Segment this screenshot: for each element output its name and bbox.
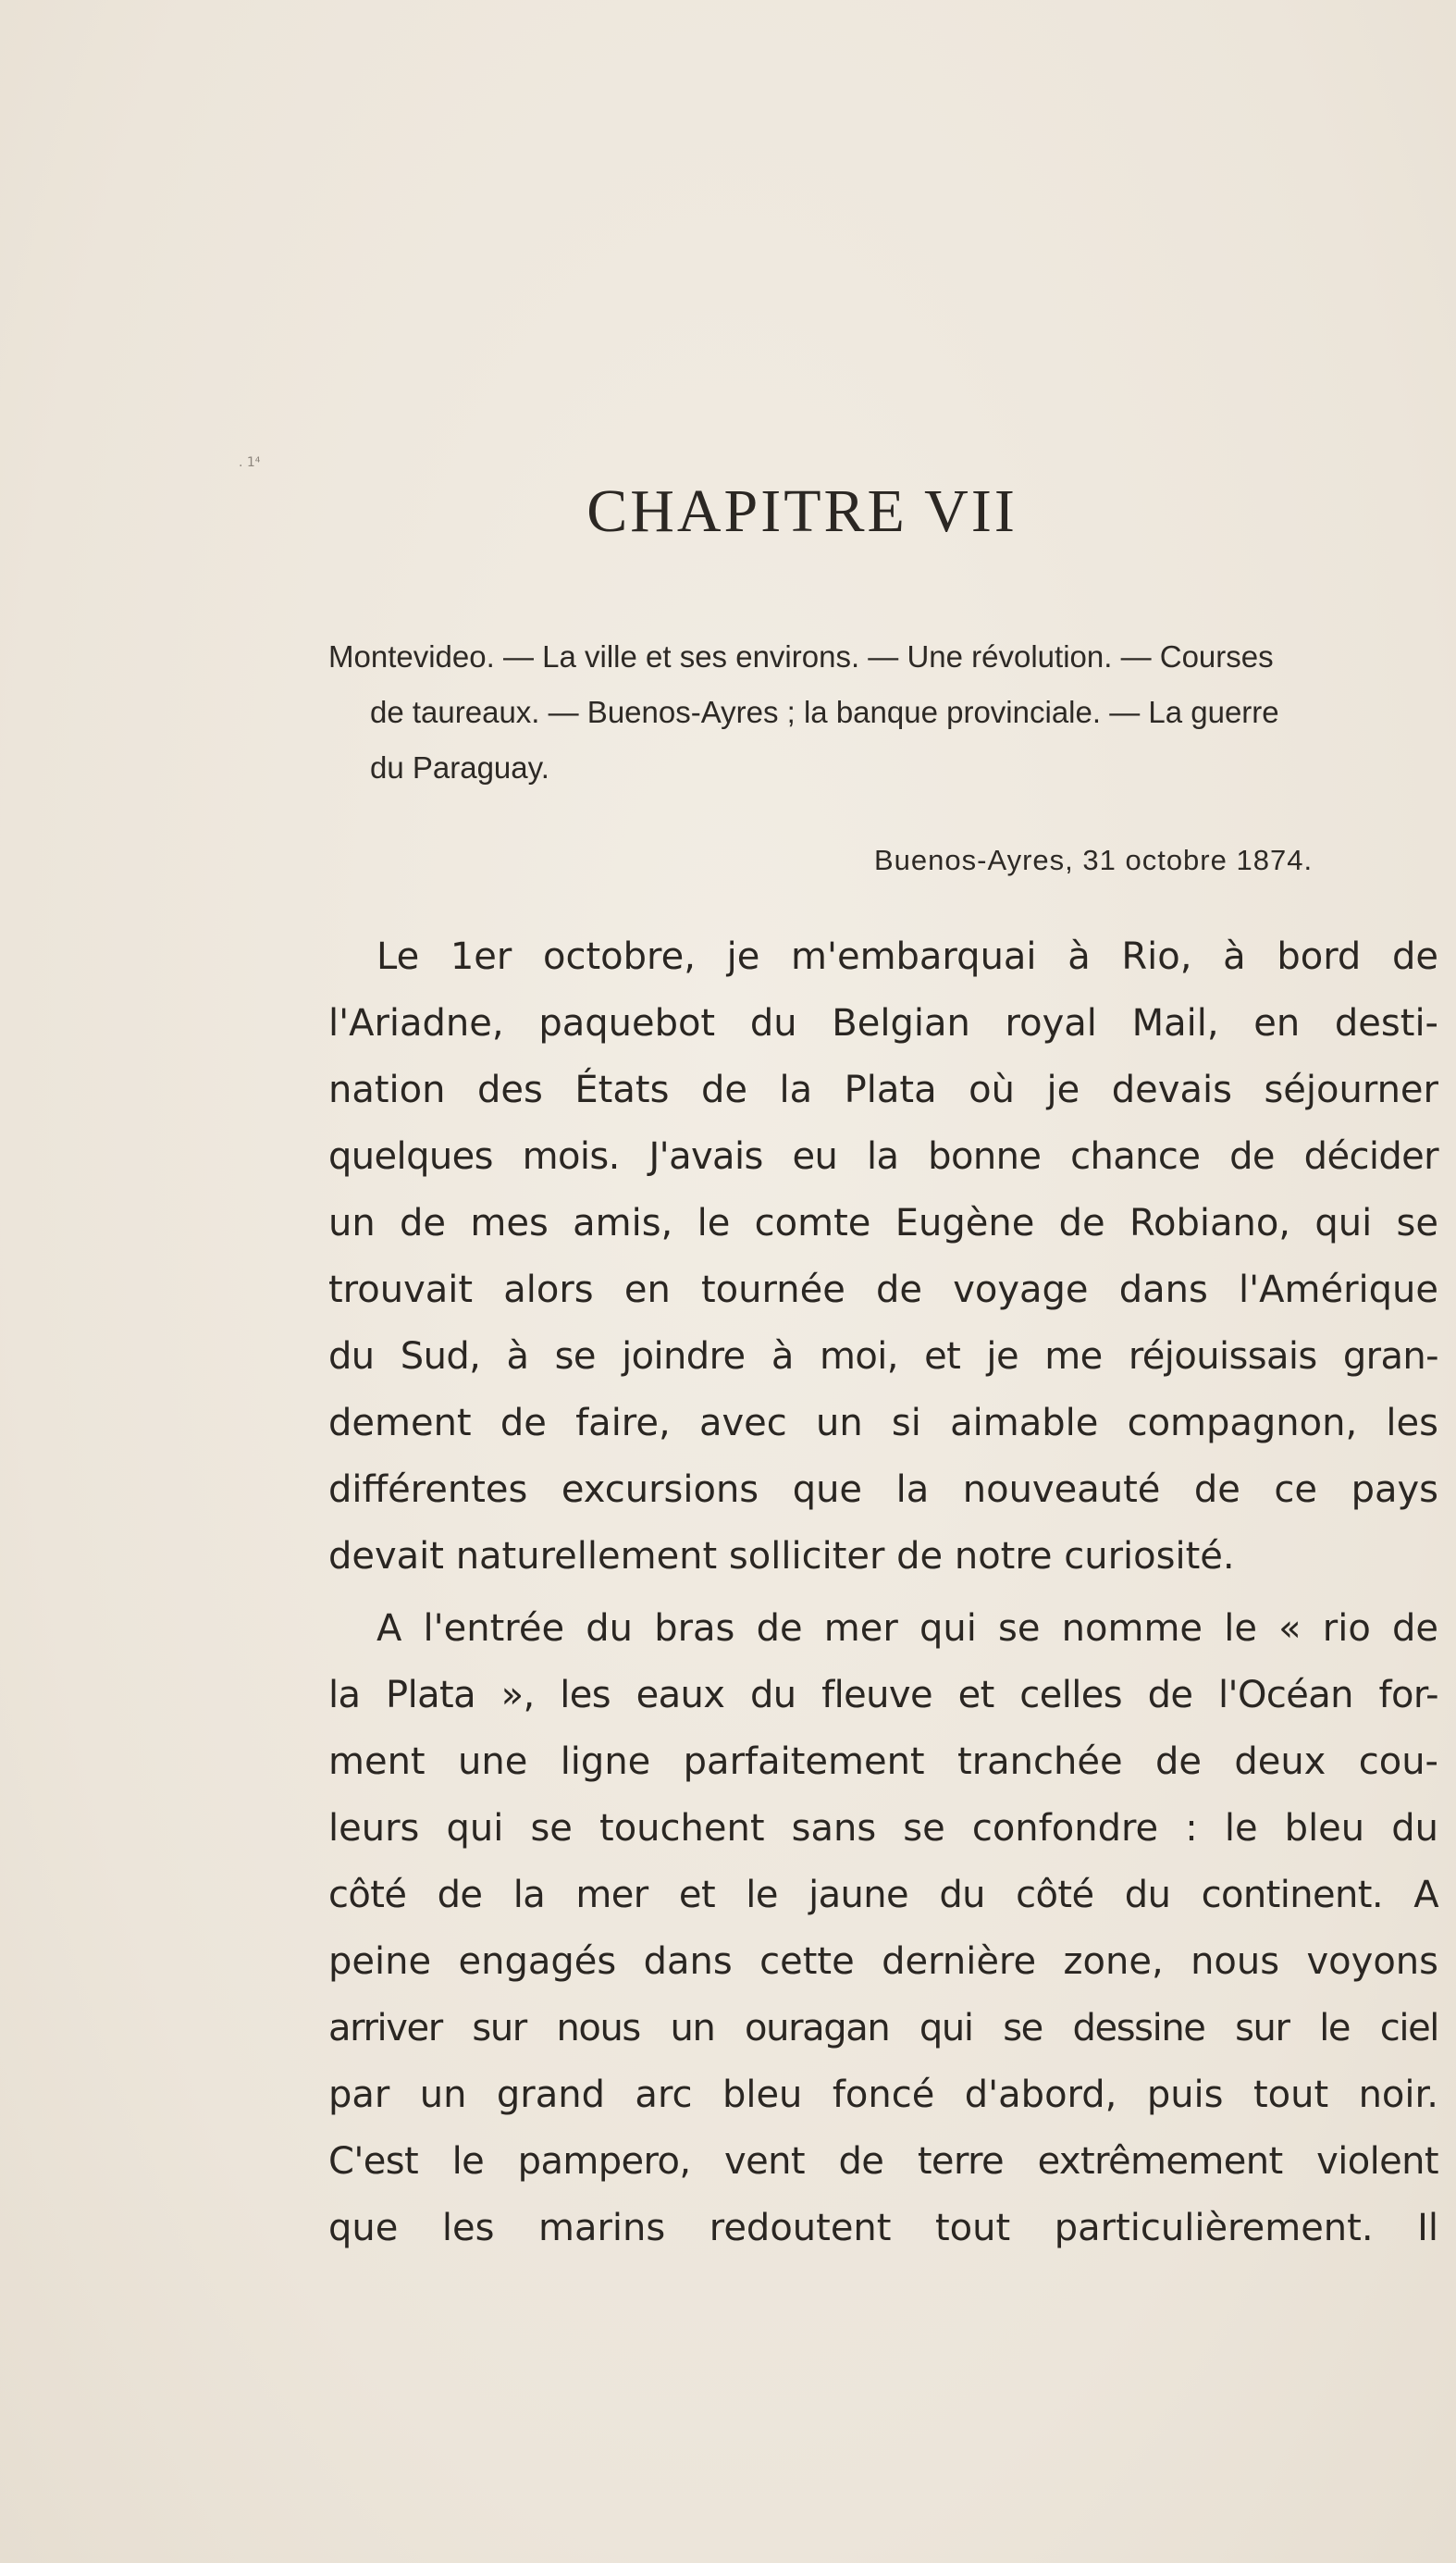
- text-line: du Sud, à se joindre à moi, et je me réjouissais gran-: [328, 1335, 1438, 1378]
- text-line: C'est le pampero, vent de terre extrêmement violent: [328, 2140, 1438, 2183]
- text-line: différentes excursions que la nouveauté de ce pays: [328, 1468, 1438, 1511]
- text-line: arriver sur nous un ouragan qui se dessine sur le ciel: [328, 2007, 1438, 2049]
- text-line: devait naturellement solliciter de notre curiosité.: [328, 1535, 1235, 1578]
- text-line: côté de la mer et le jaune du côté du continent. A: [328, 1874, 1438, 1916]
- summary-line: Montevideo. — La ville et ses environs. — Une révolution. — Courses: [328, 639, 1274, 674]
- text-line: dement de faire, avec un si aimable compagnon, les: [328, 1402, 1438, 1444]
- text-line: que les marins redoutent tout particulièrement. Il: [328, 2207, 1438, 2249]
- text-line: leurs qui se touchent sans se confondre : le bleu du: [328, 1807, 1438, 1850]
- text-line: un de mes amis, le comte Eugène de Robiano, qui se: [328, 1202, 1438, 1244]
- text-line: A l'entrée du bras de mer qui se nomme le « rio de: [376, 1607, 1438, 1650]
- dateline: Buenos-Ayres, 31 octobre 1874.: [874, 844, 1314, 876]
- corner-mark: . 1⁴: [239, 455, 261, 470]
- text-line: l'Ariadne, paquebot du Belgian royal Mail, en desti-: [328, 1002, 1438, 1045]
- text-line: par un grand arc bleu foncé d'abord, puis tout noir.: [328, 2074, 1438, 2116]
- text-line: quelques mois. J'avais eu la bonne chance de décider: [328, 1135, 1438, 1178]
- text-line: la Plata », les eaux du fleuve et celles de l'Océan for-: [328, 1674, 1438, 1716]
- text-line: nation des États de la Plata où je devais séjourner: [328, 1069, 1438, 1111]
- body-text: [328, 923, 1438, 2261]
- text-line: ment une ligne parfaitement tranchée de deux cou-: [328, 1740, 1438, 1783]
- text-line: trouvait alors en tournée de voyage dans l'Amérique: [328, 1269, 1438, 1311]
- chapter-title: CHAPITRE VII: [586, 477, 1018, 545]
- text-line: peine engagés dans cette dernière zone, nous voyons: [328, 1940, 1438, 1983]
- text-line: Le 1er octobre, je m'embarquai à Rio, à bord de: [376, 935, 1438, 978]
- chapter-summary: [328, 629, 1438, 796]
- summary-line: du Paraguay.: [370, 750, 549, 785]
- summary-line: de taureaux. — Buenos-Ayres ; la banque provinciale. — La guerre: [370, 695, 1279, 729]
